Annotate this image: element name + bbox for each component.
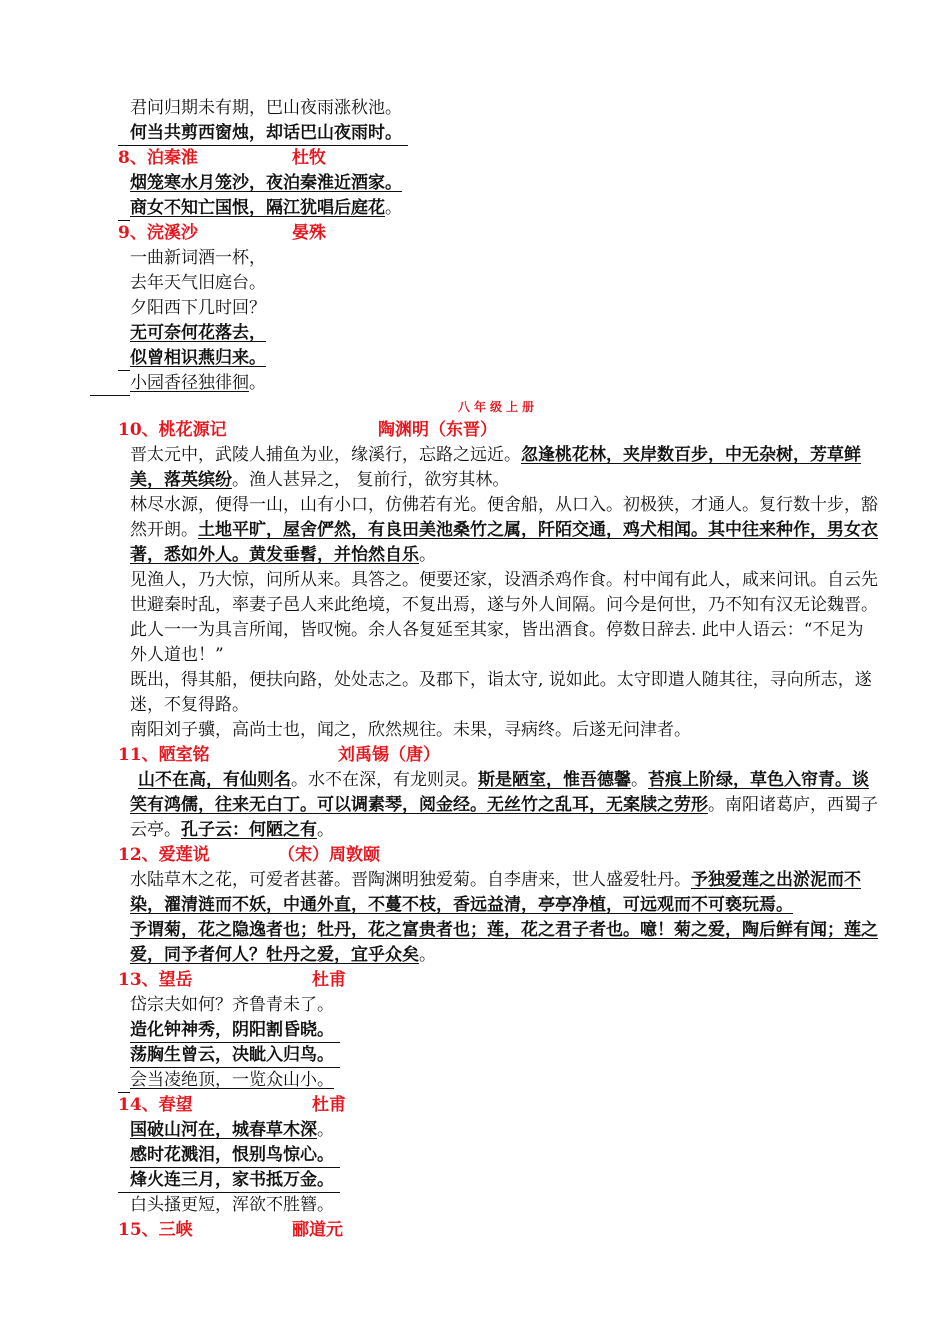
poem-line: 国破山河在，城春草木深。 (130, 1120, 334, 1140)
poem-line: 一曲新词酒一杯， (130, 248, 266, 268)
section-heading-14 (118, 1093, 878, 1118)
section-heading-11 (118, 743, 878, 768)
poem-line: 造化钟神秀，阴阳割昏晓。 (118, 1018, 878, 1043)
poem-line: 无可奈何花落去， (130, 323, 266, 343)
poem-line: 烟笼寒水月笼沙，夜泊秦淮近酒家。 (130, 173, 402, 193)
prose-paragraph: 山不在高，有仙则名。水不在深，有龙则灵。斯是陋室，惟吾德馨。苔痕上阶绿，草色入帘青。谈笑有鸿儒，往来无白丁。可以调素琴，阅金经。无丝竹之乱耳，无案牍之劳形。南阳诸葛庐，西蜀子云亭。孔子云：何陋之有。 (130, 770, 878, 840)
section-author: （宋）周敦颐 (278, 845, 380, 865)
section-heading-8 (118, 146, 878, 171)
prose-paragraph: 南阳刘子骥，高尚士也，闻之，欣然规往。未果，寻病终。后遂无问津者。 (130, 720, 691, 740)
poem-line-underlined (118, 121, 878, 146)
section-author: 郦道元 (292, 1220, 343, 1240)
section-heading-15 (118, 1218, 878, 1243)
poem-line: 岱宗夫如何？齐鲁青未了。 (130, 995, 334, 1015)
section-author: 杜甫 (312, 970, 346, 990)
poem-line: 君问归期未有期，巴山夜雨涨秋池。 (130, 98, 402, 118)
section-title: 9、浣溪沙 (118, 223, 198, 243)
prose-paragraph: 晋太元中，武陵人捕鱼为业，缘溪行，忘路之远近。忽逢桃花林，夹岸数百步，中无杂树，芳草鲜美，落英缤纷。渔人甚异之， 复前行，欲穷其林。 (130, 445, 861, 490)
section-author: 晏殊 (292, 223, 326, 243)
section-title: 10、桃花源记 (118, 420, 227, 440)
poem-line: 荡胸生曾云，决眦入归鸟。 (118, 1043, 878, 1068)
poem-line: 商女不知亡国恨，隔江犹唱后庭花。 (118, 196, 878, 221)
prose-paragraph: 既出，得其船，便扶向路，处处志之。及郡下，诣太守, 说如此。太守即遣人随其往，寻向所志，遂迷，不复得路。 (130, 670, 872, 715)
prose-paragraph: 水陆草木之花，可爱者甚蕃。晋陶渊明独爱菊。自李唐来，世人盛爱牡丹。予独爱莲之出淤泥而不染，濯清涟而不妖，中通外直，不蔓不枝，香远益清，亭亭净植，可远观而不可亵玩焉。 (130, 870, 861, 915)
section-title: 14、春望 (118, 1095, 193, 1115)
section-heading-13 (118, 968, 878, 993)
section-author: 杜甫 (312, 1095, 346, 1115)
poem-line: 去年天气旧庭台。 (130, 273, 266, 293)
prose-paragraph: 林尽水源，便得一山，山有小口，仿佛若有光。便舍船，从口入。初极狭，才通人。复行数十步，豁然开朗。土地平旷，屋舍俨然，有良田美池桑竹之属，阡陌交通，鸡犬相闻。其中往来种作，男女衣著，悉如外人。黄发垂髫，并怡然自乐。 (130, 495, 878, 565)
section-title: 11、陋室铭 (118, 745, 210, 765)
prose-paragraph: 予谓菊，花之隐逸者也；牡丹，花之富贵者也；莲，花之君子者也。噫！菊之爱，陶后鲜有闻；莲之爱，同予者何人？牡丹之爱，宜乎众矣。 (130, 920, 878, 965)
section-author: 陶渊明（东晋） (378, 420, 497, 440)
section-title: 15、三峡 (118, 1220, 193, 1240)
grade-title: 八年级上册 (457, 400, 538, 414)
section-title: 12、爱莲说 (118, 845, 210, 865)
poem-line-text: 何当共剪西窗烛，却话巴山夜雨时。 (130, 122, 408, 146)
document-page (118, 96, 878, 1243)
poem-line: 会当凌绝顶，一览众山小。 (118, 1068, 878, 1093)
section-heading-10 (118, 418, 878, 443)
section-title: 8、泊秦淮 (118, 148, 198, 168)
section-heading-9 (118, 221, 878, 246)
poem-line: 白头搔更短，浑欲不胜簪。 (130, 1195, 334, 1215)
poem-line: 感时花溅泪，恨别鸟惊心。 (118, 1143, 878, 1168)
section-author: 刘禹锡（唐） (338, 745, 440, 765)
prose-paragraph: 见渔人，乃大惊，问所从来。具答之。便要还家，设酒杀鸡作食。村中闻有此人，咸来问讯。自云先世避秦时乱，率妻子邑人来此绝境，不复出焉，遂与外人间隔。问今是何世，乃不知有汉无论魏晋。此人一一为具言所闻，皆叹惋。余人各复延至其家，皆出酒食。停数日辞去. 此中人语云：“不足为外人道也！” (130, 570, 878, 665)
section-heading-12 (118, 843, 878, 868)
poem-line: 似曾相识燕归来。 (118, 346, 878, 371)
section-author: 杜牧 (292, 148, 326, 168)
poem-line: 夕阳西下几时回？ (130, 298, 266, 318)
section-title: 13、望岳 (118, 970, 193, 990)
poem-line: 小园香径独徘徊。 (118, 371, 878, 396)
poem-line: 烽火连三月，家书抵万金。 (118, 1168, 878, 1193)
